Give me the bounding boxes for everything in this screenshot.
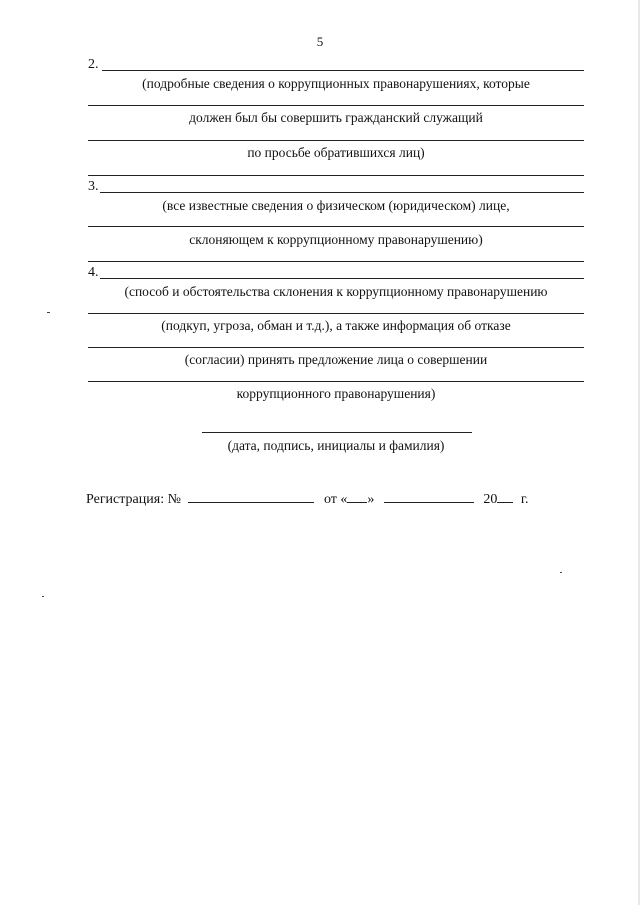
item-3-number: 3. — [88, 179, 99, 194]
page-number: 5 — [316, 34, 324, 49]
item-2-caption-1: (подробные сведения о коррупционных правонарушениях, которые — [142, 76, 530, 91]
registration-day-blank — [347, 490, 367, 503]
item-3-caption-1: (все известные сведения о физическом (юридическом) лице, — [162, 198, 510, 213]
registration-row — [86, 490, 529, 508]
registration-year-suffix: г. — [520, 492, 529, 507]
item-4-caption-2: (подкуп, угроза, обман и т.д.), а также информация об отказе — [161, 318, 511, 333]
item-4-caption-1: (способ и обстоятельства склонения к коррупционному правонарушению — [124, 284, 548, 299]
scan-speck — [560, 572, 562, 573]
item-2-line-3 — [88, 140, 584, 141]
registration-year-prefix: 20 — [483, 492, 498, 507]
item-4-caption-3: (согласии) принять предложение лица о совершении — [184, 352, 488, 367]
item-2-line-4 — [88, 175, 584, 176]
scan-speck — [42, 596, 44, 597]
item-2-caption-3: по просьбе обратившихся лиц) — [247, 145, 425, 160]
item-4-caption-4: коррупционного правонарушения) — [236, 386, 436, 401]
item-4-line-4 — [88, 381, 584, 382]
registration-close-quote: » — [367, 492, 375, 507]
item-3-line-2 — [88, 226, 584, 227]
item-2-number: 2. — [88, 57, 99, 72]
item-3-caption-2: склоняющем к коррупционному правонарушению) — [189, 232, 483, 247]
item-4-number: 4. — [88, 265, 99, 280]
registration-month-blank — [384, 490, 474, 503]
item-2-fill-line — [102, 70, 584, 71]
registration-from-label: от « — [323, 492, 348, 507]
item-3-line-3 — [88, 261, 584, 262]
item-2-caption-2: должен был бы совершить гражданский служащий — [189, 110, 483, 125]
item-3-fill-line — [100, 192, 584, 193]
signature-line — [202, 432, 472, 433]
scan-speck — [47, 312, 50, 313]
signature-caption: (дата, подпись, инициалы и фамилия) — [227, 438, 445, 453]
item-4-line-3 — [88, 347, 584, 348]
item-4-fill-line — [100, 278, 584, 279]
item-2-line-2 — [88, 105, 584, 106]
item-4-line-2 — [88, 313, 584, 314]
registration-number-blank — [188, 490, 314, 503]
registration-year-blank — [497, 490, 513, 503]
registration-label: Регистрация: № — [86, 492, 181, 507]
